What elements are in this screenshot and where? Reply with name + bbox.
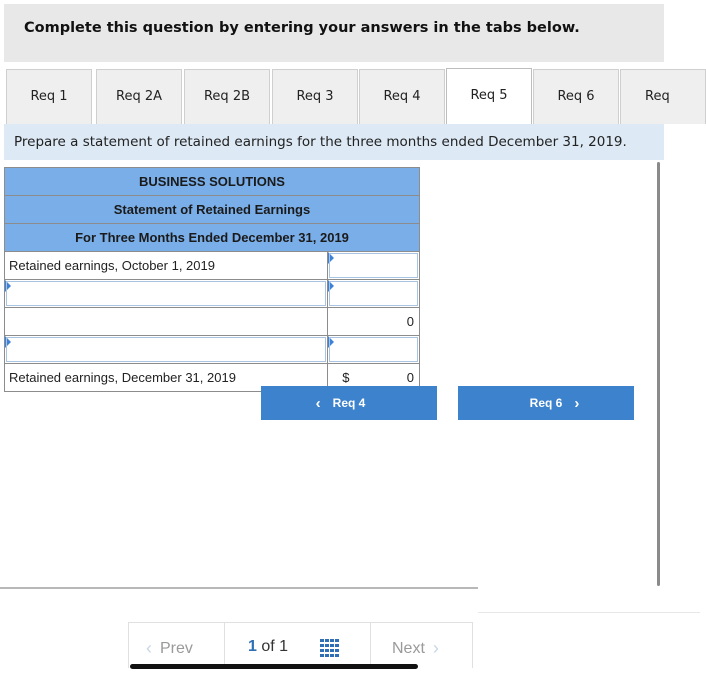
input-flag-icon — [5, 336, 11, 348]
row-1-label: Retained earnings, October 1, 2019 — [5, 252, 328, 280]
row-5-label: Retained earnings, December 31, 2019 — [5, 364, 328, 392]
row-2-label-input[interactable] — [9, 280, 327, 307]
input-flag-icon — [328, 252, 334, 264]
tab-req-2a[interactable]: Req 2A — [96, 69, 182, 124]
tab-req-1[interactable]: Req 1 — [6, 69, 92, 124]
grid-icon[interactable] — [320, 639, 340, 657]
content-divider-right — [478, 612, 700, 613]
current-page: 1 — [248, 638, 257, 655]
input-flag-icon — [328, 280, 334, 292]
prev-req-label: Req 4 — [332, 396, 366, 410]
row-3-label — [5, 308, 328, 336]
tab-req-4[interactable]: Req 4 — [359, 69, 445, 124]
row-4-amount-cell — [328, 336, 420, 364]
row-2-amount-input[interactable] — [328, 280, 415, 307]
chevron-left-icon: ‹ — [146, 638, 152, 658]
chevron-right-icon: › — [432, 638, 439, 658]
page-indicator — [248, 638, 288, 656]
retained-earnings-statement — [4, 167, 420, 392]
next-req-label: Req 6 — [529, 396, 563, 410]
currency-symbol: $ — [342, 370, 350, 385]
prev-page-button[interactable] — [146, 638, 193, 659]
statement-period: For Three Months Ended December 31, 2019 — [5, 224, 420, 252]
chevron-right-icon: › — [574, 394, 580, 412]
row-3-amount — [328, 308, 420, 336]
content-divider — [0, 587, 478, 589]
statement-title: Statement of Retained Earnings — [5, 196, 420, 224]
tab-req-next[interactable]: Req — [620, 69, 706, 124]
tab-req-6[interactable]: Req 6 — [533, 69, 619, 124]
input-flag-icon — [328, 336, 334, 348]
next-page-label: Next — [392, 639, 425, 657]
vertical-scrollbar[interactable] — [657, 162, 660, 586]
tab-req-5[interactable]: Req 5 — [446, 68, 532, 124]
row-3-total: 0 — [406, 314, 414, 329]
next-req-button[interactable] — [458, 386, 634, 420]
tab-req-2b[interactable]: Req 2B — [184, 69, 270, 124]
home-indicator-bar — [130, 664, 418, 669]
instruction-text: Prepare a statement of retained earnings for the three months ended December 31, 2019. — [14, 134, 627, 150]
input-flag-icon — [5, 280, 11, 292]
row-2-label-cell — [5, 280, 328, 308]
row-5-total: 0 — [406, 370, 414, 385]
tab-req-3[interactable]: Req 3 — [272, 69, 358, 124]
instruction-bar — [4, 124, 664, 160]
row-2-amount-cell — [328, 280, 420, 308]
chevron-left-icon: ‹ — [315, 394, 321, 412]
row-1-amount-input[interactable] — [328, 252, 415, 279]
row-4-label-input[interactable] — [9, 336, 327, 363]
question-header — [4, 4, 664, 62]
tab-strip — [0, 68, 670, 124]
page-total: of 1 — [261, 638, 289, 655]
statement-company: BUSINESS SOLUTIONS — [5, 168, 420, 196]
prev-req-button[interactable] — [261, 386, 437, 420]
row-4-amount-input[interactable] — [328, 336, 415, 363]
header-title: Complete this question by entering your answers in the tabs below. — [24, 20, 580, 36]
prev-page-label: Prev — [160, 639, 193, 657]
row-4-label-cell — [5, 336, 328, 364]
row-1-amount-cell — [328, 252, 420, 280]
next-page-button[interactable] — [392, 638, 439, 659]
